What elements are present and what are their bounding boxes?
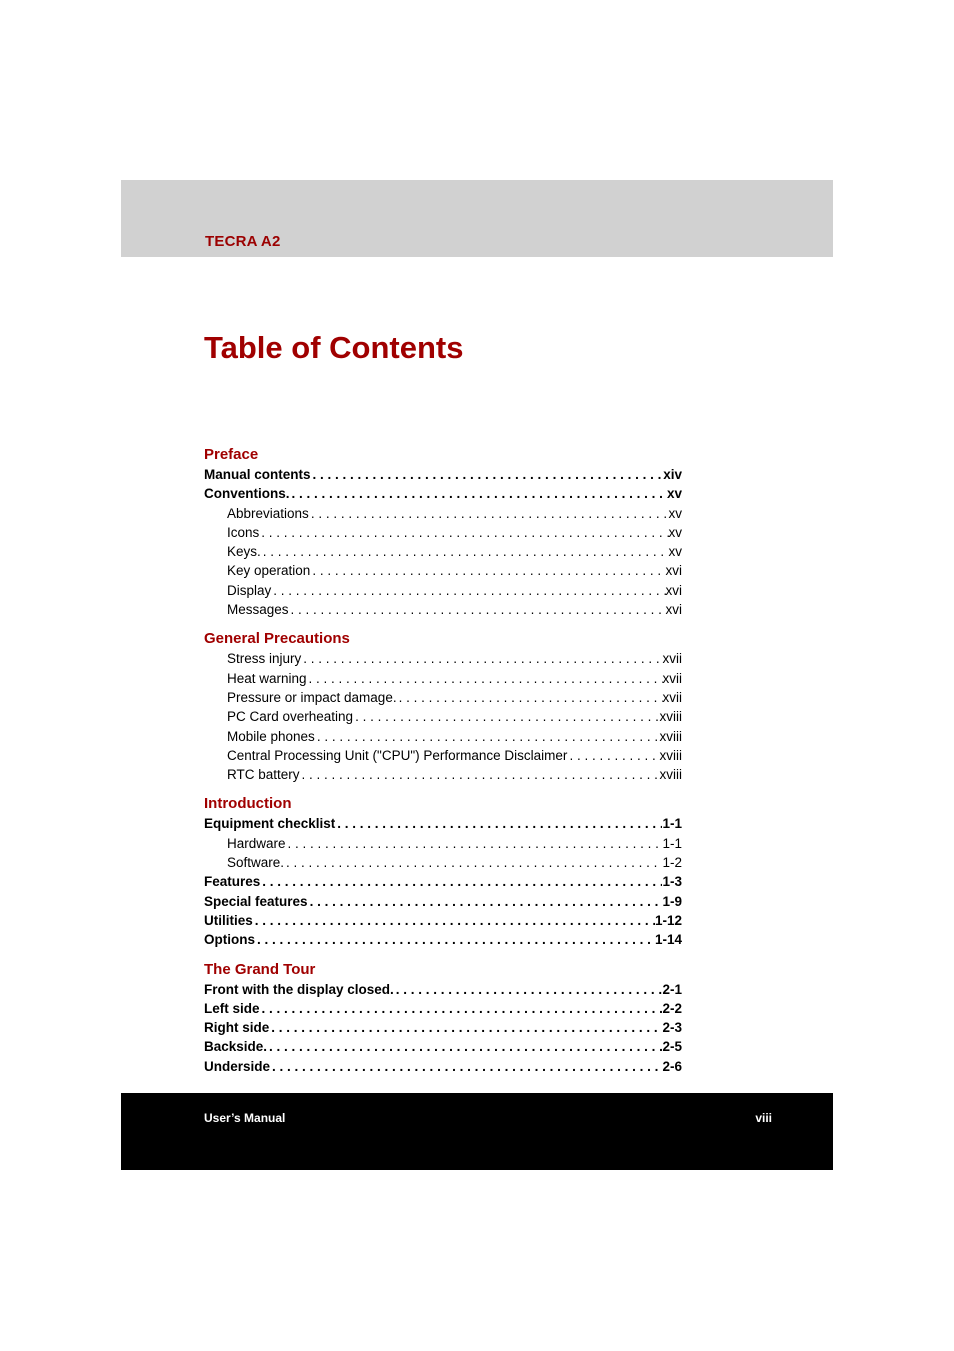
toc-entry-page: 1-3 bbox=[662, 874, 682, 890]
dot-leader bbox=[397, 688, 663, 707]
dot-leader bbox=[289, 600, 666, 619]
toc-entry[interactable] bbox=[204, 814, 682, 833]
toc-entry-label: Pressure or impact damage. bbox=[227, 689, 397, 705]
toc-entry[interactable] bbox=[204, 504, 682, 523]
toc-entry[interactable] bbox=[204, 465, 682, 484]
toc-entry-label: Keys. bbox=[227, 544, 261, 560]
toc-section-heading[interactable]: Introduction bbox=[204, 795, 292, 813]
toc-entry[interactable] bbox=[204, 727, 682, 746]
toc-section-heading[interactable]: The Grand Tour bbox=[204, 960, 316, 978]
toc-entry-label: Display bbox=[227, 582, 272, 598]
toc-entry-page: xvi bbox=[665, 563, 682, 579]
toc-entry[interactable] bbox=[204, 853, 682, 872]
toc-entry-label: Special features bbox=[204, 893, 308, 909]
toc-entry-label: Abbreviations bbox=[227, 505, 309, 521]
dot-leader bbox=[260, 999, 663, 1018]
toc-entry-label: Software. bbox=[227, 855, 285, 871]
toc-entry[interactable] bbox=[204, 669, 682, 688]
header-band bbox=[121, 180, 833, 257]
toc-entry[interactable] bbox=[204, 523, 682, 542]
page-number: viii bbox=[755, 1111, 772, 1125]
toc-entry[interactable] bbox=[204, 872, 682, 891]
toc-entry[interactable] bbox=[204, 1057, 682, 1076]
toc-section bbox=[204, 960, 682, 1076]
toc-entry[interactable] bbox=[204, 561, 682, 580]
toc-entry[interactable] bbox=[204, 1018, 682, 1037]
dot-leader bbox=[261, 542, 669, 561]
dot-leader bbox=[308, 892, 663, 911]
toc-entry-page: 1-12 bbox=[654, 912, 682, 928]
toc-entry-label: Heat warning bbox=[227, 670, 307, 686]
dot-leader bbox=[315, 727, 660, 746]
footer-manual-label: User’s Manual bbox=[204, 1111, 286, 1125]
dot-leader bbox=[394, 980, 663, 999]
toc-entry-page: xvii bbox=[662, 651, 682, 667]
dot-leader bbox=[290, 484, 667, 503]
dot-leader bbox=[353, 707, 659, 726]
dot-leader bbox=[270, 1057, 662, 1076]
product-name: TECRA A2 bbox=[205, 233, 281, 250]
toc-entry-page: 2-5 bbox=[662, 1039, 682, 1055]
toc-entry-label: Manual contents bbox=[204, 467, 311, 482]
toc-entry-label: Backside. bbox=[204, 1039, 268, 1055]
toc-entry-label: Stress injury bbox=[227, 651, 302, 667]
toc-entry-label: RTC battery bbox=[227, 767, 300, 783]
toc-entry-page: xvii bbox=[662, 689, 682, 705]
toc-entry-label: Equipment checklist bbox=[204, 816, 336, 832]
toc-section-heading[interactable]: General Precautions bbox=[204, 630, 350, 648]
toc-entry[interactable] bbox=[204, 980, 682, 999]
dot-leader bbox=[301, 649, 662, 668]
toc-entry-page: xvii bbox=[662, 670, 682, 686]
toc-entry-label: PC Card overheating bbox=[227, 709, 354, 725]
dot-leader bbox=[335, 814, 662, 833]
dot-leader bbox=[259, 523, 668, 542]
toc-entry[interactable] bbox=[204, 930, 682, 949]
toc-entry-page: 1-1 bbox=[662, 816, 682, 832]
toc-entry[interactable] bbox=[204, 1037, 682, 1056]
toc-section bbox=[204, 629, 682, 784]
dot-leader bbox=[286, 834, 663, 853]
toc-entry-page: xviii bbox=[659, 709, 682, 725]
toc-entry-page: 1-9 bbox=[662, 893, 682, 909]
dot-leader bbox=[255, 930, 655, 949]
dot-leader bbox=[269, 1018, 662, 1037]
dot-leader bbox=[311, 465, 664, 484]
toc-entry-page: xv bbox=[668, 544, 682, 560]
toc-section bbox=[204, 794, 682, 949]
dot-leader bbox=[267, 1037, 662, 1056]
toc-entry[interactable] bbox=[204, 484, 682, 503]
toc-entry-label: Icons bbox=[227, 524, 260, 540]
page-title: Table of Contents bbox=[204, 330, 464, 365]
toc-entry[interactable] bbox=[204, 834, 682, 853]
toc-entry-page: 2-6 bbox=[662, 1058, 682, 1074]
toc-entry-label: Hardware bbox=[227, 835, 286, 851]
toc-entry-page: xviii bbox=[659, 767, 682, 783]
dot-leader bbox=[253, 911, 655, 930]
toc-entry-label: Left side bbox=[204, 1000, 260, 1016]
toc-entry-page: xvi bbox=[665, 602, 682, 618]
toc-entry-page: xv bbox=[668, 524, 682, 540]
toc-section bbox=[204, 445, 682, 619]
toc-entry[interactable] bbox=[204, 581, 682, 600]
toc-entry[interactable] bbox=[204, 600, 682, 619]
toc-entry-label: Messages bbox=[227, 602, 289, 618]
toc-entry-label: Key operation bbox=[227, 563, 311, 579]
toc-entry-label: Conventions. bbox=[204, 486, 290, 502]
toc-entry-page: xviii bbox=[659, 728, 682, 744]
toc-entry[interactable] bbox=[204, 542, 682, 561]
toc-entry-page: 2-3 bbox=[662, 1020, 682, 1036]
toc-entry-label: Central Processing Unit ("CPU") Performance Disclaimer bbox=[227, 747, 568, 763]
toc-entry[interactable] bbox=[204, 911, 682, 930]
toc-entry-label: Features bbox=[204, 874, 261, 890]
toc-entry-page: xv bbox=[668, 505, 682, 521]
toc-entry[interactable] bbox=[204, 688, 682, 707]
toc-entry-page: 1-2 bbox=[662, 855, 682, 871]
dot-leader bbox=[310, 561, 665, 580]
dot-leader bbox=[567, 746, 659, 765]
footer-band bbox=[121, 1093, 833, 1170]
toc-entry[interactable] bbox=[204, 707, 682, 726]
dot-leader bbox=[300, 765, 660, 784]
toc-entry-page: xvi bbox=[665, 582, 682, 598]
toc-entry-page: 2-2 bbox=[662, 1000, 682, 1016]
dot-leader bbox=[284, 853, 662, 872]
toc-entry-label: Utilities bbox=[204, 912, 253, 928]
toc-entry-label: Mobile phones bbox=[227, 728, 315, 744]
toc-entry-page: xviii bbox=[659, 747, 682, 763]
toc-entry-page: xiv bbox=[663, 467, 682, 482]
toc-entry-label: Underside bbox=[204, 1058, 271, 1074]
table-of-contents bbox=[204, 445, 682, 1086]
toc-entry[interactable] bbox=[204, 999, 682, 1018]
dot-leader bbox=[260, 872, 662, 891]
toc-entry-page: xv bbox=[666, 486, 682, 502]
toc-entry-label: Front with the display closed. bbox=[204, 981, 394, 997]
toc-section-heading[interactable]: Preface bbox=[204, 446, 259, 463]
dot-leader bbox=[307, 669, 663, 688]
toc-entry-page: 1-1 bbox=[662, 835, 682, 851]
toc-entry[interactable] bbox=[204, 746, 682, 765]
dot-leader bbox=[271, 581, 665, 600]
toc-entry[interactable] bbox=[204, 892, 682, 911]
toc-entry-page: 2-1 bbox=[662, 981, 682, 997]
toc-entry[interactable] bbox=[204, 765, 682, 784]
toc-entry-label: Right side bbox=[204, 1020, 270, 1036]
toc-entry-page: 1-14 bbox=[654, 932, 682, 948]
dot-leader bbox=[309, 504, 669, 523]
toc-entry[interactable] bbox=[204, 649, 682, 668]
toc-entry-label: Options bbox=[204, 932, 255, 948]
